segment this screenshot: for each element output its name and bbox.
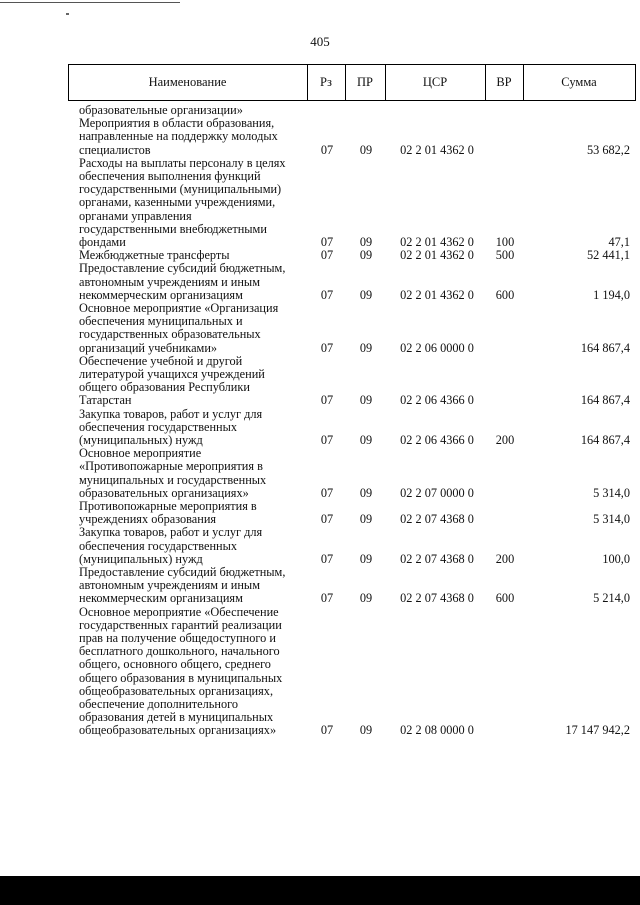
row-csr: 02 2 06 0000 0 bbox=[400, 340, 474, 355]
row-name-line: прав на получение общедоступного и bbox=[79, 631, 276, 645]
row-pr: 09 bbox=[359, 235, 373, 249]
row-csr: 02 2 07 4368 0 bbox=[400, 591, 474, 606]
row-name-line: общего образования в муниципальных bbox=[79, 670, 283, 685]
row-pr: 09 bbox=[359, 393, 373, 408]
row-vr: 600 bbox=[495, 287, 515, 302]
row-name-line: некоммерческим организациям bbox=[79, 287, 243, 302]
row-name bbox=[79, 526, 304, 566]
row-sum: 53 682,2 bbox=[586, 142, 630, 157]
row-name bbox=[79, 117, 304, 157]
row-csr: 02 2 06 4366 0 bbox=[400, 393, 474, 408]
scan-bottom-border bbox=[0, 876, 640, 905]
row-name-line: обеспечения выполнения функций bbox=[79, 169, 261, 183]
row-name bbox=[79, 606, 304, 738]
row-name-line: обеспечения государственных bbox=[79, 538, 238, 553]
row-name-line: специалистов bbox=[79, 142, 151, 157]
row-name-line: Основное мероприятие «Обеспечение bbox=[79, 604, 279, 619]
row-name-line: Предоставление субсидий бюджетным, bbox=[79, 261, 286, 276]
row-name-line: Мероприятия в области образования, bbox=[79, 116, 275, 131]
row-name-line: Расходы на выплаты персоналу в целях bbox=[79, 155, 286, 170]
row-name-line: государственными внебюджетными bbox=[79, 221, 267, 236]
row-name-line: Закупка товаров, работ и услуг для bbox=[79, 525, 263, 540]
row-name bbox=[79, 500, 304, 526]
row-sum: 1 194,0 bbox=[593, 287, 630, 302]
row-pr: 09 bbox=[359, 287, 373, 302]
row-pr: 09 bbox=[359, 433, 373, 447]
row-name bbox=[79, 157, 304, 249]
row-name-line: обеспечение дополнительного bbox=[79, 697, 238, 712]
row-name-line: общеобразовательных организациях, bbox=[79, 683, 274, 698]
row-csr: 02 2 07 4368 0 bbox=[400, 512, 474, 527]
row-name bbox=[79, 262, 304, 302]
row-name-line: образовательных организациях» bbox=[79, 485, 249, 500]
row-vr: 600 bbox=[495, 591, 515, 606]
row-name-line: фондами bbox=[79, 235, 126, 250]
row-name-line: Татарстан bbox=[79, 393, 132, 408]
row-pr: 09 bbox=[359, 591, 373, 606]
row-name-line: органами, казенными учреждениями, bbox=[79, 195, 276, 210]
row-name-line: обеспечения государственных bbox=[79, 419, 238, 434]
row-rz: 07 bbox=[320, 591, 334, 606]
row-pr: 09 bbox=[359, 551, 373, 566]
row-pr: 09 bbox=[359, 142, 373, 157]
row-name-line: организаций учебниками» bbox=[79, 340, 218, 355]
row-name-line: Обеспечение учебной и другой bbox=[79, 353, 243, 368]
row-name-line: органами управления bbox=[79, 208, 192, 223]
row-name-line: общеобразовательных организациях» bbox=[79, 723, 277, 738]
row-name-line: Закупка товаров, работ и услуг для bbox=[79, 406, 263, 421]
row-csr: 02 2 06 4366 0 bbox=[400, 433, 474, 447]
row-csr: 02 2 08 0000 0 bbox=[400, 723, 474, 738]
header-name: Наименование bbox=[148, 75, 227, 89]
row-csr: 02 2 07 0000 0 bbox=[400, 485, 474, 500]
row-rz: 07 bbox=[320, 551, 334, 566]
row-vr: 500 bbox=[495, 248, 515, 263]
row-vr: 200 bbox=[495, 433, 515, 447]
row-name-line: обеспечения муниципальных и bbox=[79, 314, 243, 329]
row-name-line: автономным учреждениям и иным bbox=[79, 274, 260, 289]
row-name-line: учреждениях образования bbox=[79, 512, 217, 527]
row-name-line: муниципальных и государственных bbox=[79, 472, 267, 487]
row-name-line: государственными (муниципальными) bbox=[79, 182, 282, 197]
row-vr: 100 bbox=[495, 235, 515, 249]
row-sum: 164 867,4 bbox=[580, 340, 630, 355]
row-rz: 07 bbox=[320, 287, 334, 302]
header-pr: ПР bbox=[357, 75, 373, 89]
row-sum: 164 867,4 bbox=[580, 433, 630, 447]
row-csr: 02 2 07 4368 0 bbox=[400, 551, 474, 566]
page-number: 405 bbox=[310, 34, 330, 49]
row-name-line: «Противопожарные мероприятия в bbox=[79, 459, 263, 474]
row-name bbox=[79, 447, 304, 500]
row-vr: 200 bbox=[495, 551, 515, 566]
row-pr: 09 bbox=[359, 485, 373, 500]
row-name-line: Межбюджетные трансферты bbox=[79, 248, 230, 263]
row-sum: 47,1 bbox=[608, 235, 630, 249]
row-name-line: Основное мероприятие bbox=[79, 446, 202, 461]
row-name-line: образования детей в муниципальных bbox=[79, 710, 274, 725]
row-rz: 07 bbox=[320, 340, 334, 355]
header-sum: Сумма bbox=[561, 75, 597, 89]
row-pr: 09 bbox=[359, 248, 373, 263]
row-csr: 02 2 01 4362 0 bbox=[400, 248, 474, 263]
row-rz: 07 bbox=[320, 393, 334, 408]
row-csr: 02 2 01 4362 0 bbox=[400, 287, 474, 302]
row-sum: 5 314,0 bbox=[593, 512, 630, 527]
row-csr: 02 2 01 4362 0 bbox=[400, 142, 474, 157]
row-name-line: (муниципальных) нужд bbox=[79, 551, 203, 566]
row-rz: 07 bbox=[320, 512, 334, 527]
row-name-line: государственных образовательных bbox=[79, 327, 261, 342]
row-rz: 07 bbox=[320, 723, 334, 738]
row-sum: 52 441,1 bbox=[586, 248, 630, 263]
row-sum: 164 867,4 bbox=[580, 393, 630, 408]
header-csr: ЦСР bbox=[422, 75, 448, 89]
row-rz: 07 bbox=[320, 248, 334, 263]
row-rz: 07 bbox=[320, 142, 334, 157]
row-name-line: бесплатного дошкольного, начального bbox=[79, 644, 280, 659]
row-name-line: государственных гарантий реализации bbox=[79, 617, 282, 632]
row-rz: 07 bbox=[320, 433, 334, 447]
row-name bbox=[79, 408, 304, 448]
row-name-line: (муниципальных) нужд bbox=[79, 433, 203, 447]
row-name-line: направленные на поддержку молодых bbox=[79, 129, 278, 144]
row-name bbox=[79, 566, 304, 606]
row-csr: 02 2 01 4362 0 bbox=[400, 235, 474, 249]
row-name-line: образовательные организации» bbox=[79, 103, 243, 117]
row-name-line: автономным учреждениям и иным bbox=[79, 578, 260, 593]
row-sum: 5 214,0 bbox=[593, 591, 630, 606]
row-name-line: Основное мероприятие «Организация bbox=[79, 301, 279, 315]
row-name-line: общего, основного общего, среднего bbox=[79, 657, 271, 672]
row-rz: 07 bbox=[320, 485, 334, 500]
row-sum: 5 314,0 bbox=[593, 485, 630, 500]
row-name-line: Противопожарные мероприятия в bbox=[79, 499, 257, 513]
row-sum: 100,0 bbox=[602, 551, 630, 566]
row-name-line: Предоставление субсидий бюджетным, bbox=[79, 565, 286, 579]
row-name bbox=[79, 355, 304, 408]
row-name-line: литературой учащихся учреждений bbox=[79, 367, 265, 381]
row-rz: 07 bbox=[320, 235, 334, 249]
header-rz: Рз bbox=[320, 75, 332, 89]
row-pr: 09 bbox=[359, 512, 373, 527]
header-vr: ВР bbox=[496, 75, 512, 89]
row-pr: 09 bbox=[359, 340, 373, 355]
row-name bbox=[79, 302, 304, 355]
row-sum: 17 147 942,2 bbox=[565, 723, 630, 738]
row-name-line: общего образования Республики bbox=[79, 380, 250, 395]
row-pr: 09 bbox=[359, 723, 373, 738]
row-name-line: некоммерческим организациям bbox=[79, 591, 243, 606]
